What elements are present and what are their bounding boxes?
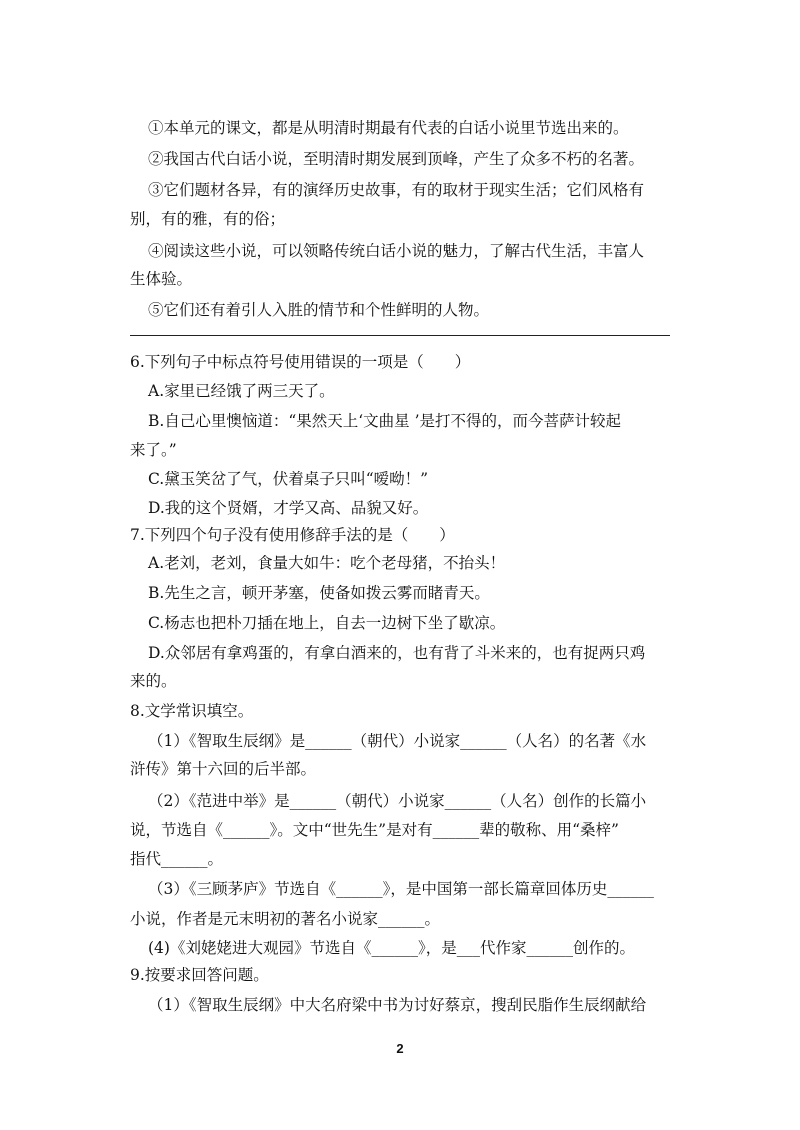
q6-option-d: D.我的这个贤婿，才学又高、品貌又好。 (148, 499, 429, 517)
passage-sentence-2: ②我国古代白话小说，至明清时期发展到顶峰，产生了众多不朽的名著。 (148, 150, 645, 168)
passage-sentence-1: ①本单元的课文，都是从明清时期最有代表的白话小说里节选出来的。 (148, 119, 629, 137)
passage-sentence-4-line-2: 生体验。 (130, 270, 193, 288)
q7-stem: 7.下列四个句子没有使用修辞手法的是（ ） (130, 526, 455, 544)
q6-stem: 6.下列句子中标点符号使用错误的一项是（ ） (130, 353, 471, 371)
q8-part-2-line-1: （2）《范进中举》是______（朝代）小说家______（人名）创作的长篇小 (148, 792, 647, 810)
q9-stem: 9.按要求回答问题。 (130, 966, 269, 984)
q7-option-b: B.先生之言，顿开茅塞，使备如拨云雾而睹青天。 (148, 584, 490, 602)
q8-part-1-line-2: 浒传》第十六回的后半部。 (130, 760, 317, 778)
passage-sentence-5: ⑤它们还有着引人入胜的情节和个性鲜明的人物。 (148, 301, 490, 319)
q9-part-1: （1）《智取生辰纲》中大名府梁中书为讨好蔡京，搜刮民脂作生辰纲献给 (148, 996, 647, 1014)
passage-sentence-4-line-1: ④阅读这些小说，可以领略传统白话小说的魅力，了解古代生活，丰富人 (148, 242, 645, 260)
q7-option-d-line-1: D.众邻居有拿鸡蛋的，有拿白酒来的，也有背了斗米来的，也有捉两只鸡 (148, 644, 646, 662)
q8-part-3-line-1: （3）《三顾茅庐》节选自《______》，是中国第一部长篇章回体历史______ (148, 880, 654, 898)
passage-sentence-3-line-2: 别，有的雅，有的俗； (130, 210, 286, 228)
q6-option-b-line-1: B.自己心里懊恼道：“果然天上‘文曲星 ’是打不得的，而今菩萨计较起 (148, 412, 622, 430)
q8-stem: 8.文学常识填空。 (130, 702, 254, 720)
q6-option-a: A.家里已经饿了两三天了。 (148, 382, 335, 400)
q8-part-2-line-2: 说，节选自《______》。文中“世先生”是对有______辈的敬称、用“桑梓” (130, 821, 619, 839)
q8-part-3-line-2: 小说，作者是元末明初的著名小说家______。 (130, 910, 441, 928)
q8-part-2-line-3: 指代______。 (130, 850, 224, 868)
q8-part-1-line-1: （1）《智取生辰纲》是______（朝代）小说家______（人名）的名著《水 (148, 732, 647, 750)
passage-sentence-3-line-1: ③它们题材各异，有的演绎历史故事，有的取材于现实生活；它们风格有 (148, 181, 645, 199)
page-number: 2 (396, 1041, 404, 1056)
q7-option-c: C.杨志也把朴刀插在地上，自去一边树下坐了歇凉。 (148, 614, 506, 632)
q7-option-d-line-2: 来的。 (130, 672, 177, 690)
q7-option-a: A.老刘，老刘，食量大如牛：吃个老母猪，不抬头！ (148, 554, 506, 572)
answer-line (130, 335, 670, 336)
q8-part-4: (4)《刘姥姥进大观园》节选自《______》，是___代作家______创作的。 (148, 939, 635, 957)
q6-option-b-line-2: 来了。” (130, 441, 177, 459)
q6-option-c: C.黛玉笑岔了气，伏着桌子只叫“嗳呦！” (148, 470, 429, 488)
